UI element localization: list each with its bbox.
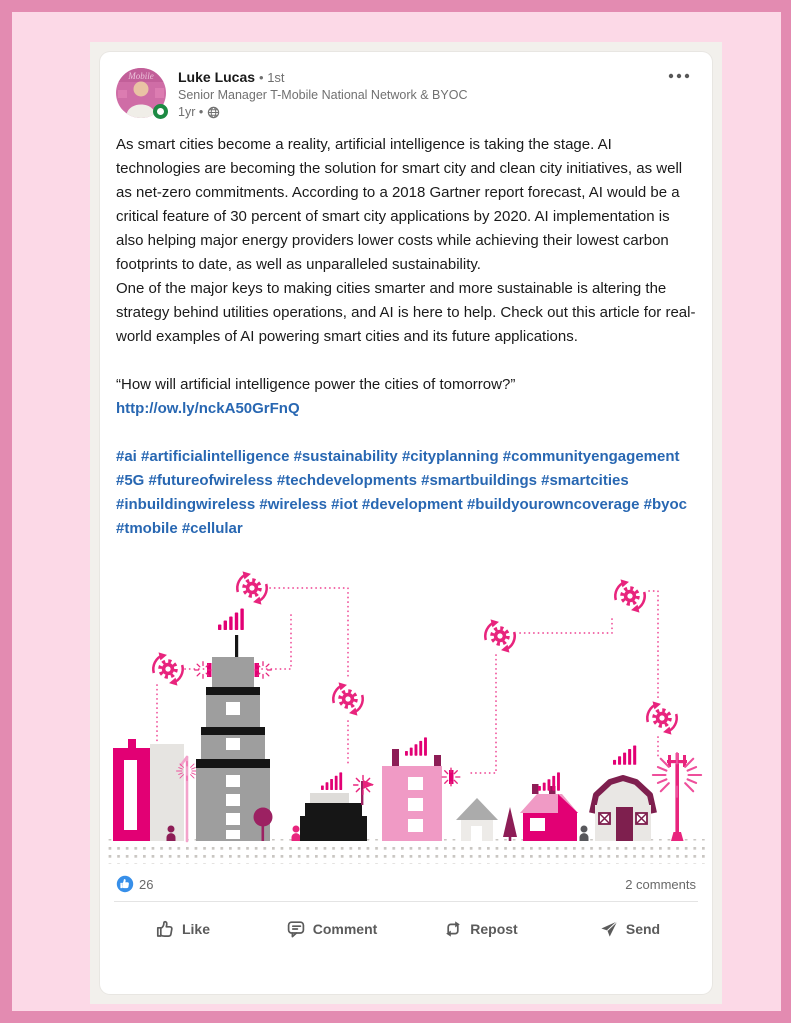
comment-label: Comment — [312, 921, 378, 937]
repost-icon — [443, 919, 463, 939]
send-label: Send — [625, 921, 661, 937]
thumbs-up-icon — [155, 919, 175, 939]
person-figure — [580, 826, 589, 842]
post-options-button[interactable] — [660, 64, 698, 88]
post-paragraph-2: One of the major keys to making cities smarter and more sustainable is altering the strategy behind utilities operations, and AI is here to help. Check out this article for real-world examples of AI powering smart cities and its future applications. — [116, 280, 696, 345]
send-icon — [599, 919, 619, 939]
globe-icon — [207, 106, 220, 119]
post-link[interactable]: http://ow.ly/nckA50GrFnQ — [116, 400, 300, 417]
post-timestamp: 1yr • — [178, 105, 204, 119]
post-body-text — [100, 119, 712, 541]
pine-tree — [503, 807, 517, 841]
reaction-count: 26 — [139, 876, 154, 892]
comment-icon — [286, 919, 306, 939]
social-counts-row — [100, 866, 712, 901]
avatar[interactable] — [116, 68, 166, 118]
pink-building — [382, 737, 460, 841]
card-surround — [90, 42, 722, 1004]
author-headline: Senior Manager T-Mobile National Network & BYOC — [178, 88, 468, 102]
magenta-tower-building — [113, 739, 184, 841]
magenta-house — [520, 772, 578, 841]
author-block — [178, 68, 467, 119]
online-status-badge — [153, 104, 168, 119]
like-reaction-badge-icon — [116, 875, 134, 893]
post-paragraph-1: As smart cities become a reality, artificial intelligence is taking the stage. AI technologies are becoming the solution for smart city and clean city initiatives, as well as net-zero commitments. According to a 2018 Gartner report forecast, AI would be a critical feature of 30 percent of smart city applications by 2020. AI implementation is also helping major energy providers lower costs while achieving their lowest carbon footprints to date, as well as unparalleled sustainability. — [116, 136, 683, 273]
post-header — [100, 52, 712, 119]
smart-city-illustration — [100, 551, 712, 866]
blank-line — [116, 421, 696, 445]
post-hashtags[interactable]: #ai #artificialintelligence #sustainability #cityplanning #communityengagement #5G #futureofwireless #techdevelopments #smartbuildings #smartcities #inbuildingwireless #wireless #iot #development #buildyourowncoverage #byoc #tmobile #cellular — [116, 448, 688, 537]
post-image-smart-city-illustration[interactable] — [100, 551, 712, 866]
reactions-summary[interactable] — [116, 875, 153, 893]
barn — [592, 745, 654, 841]
post-quote: “How will artificial intelligence power the cities of tomorrow?” — [116, 376, 516, 393]
linkedin-post-card — [100, 52, 712, 994]
black-building — [300, 772, 374, 841]
comment-button[interactable] — [257, 906, 406, 952]
send-button[interactable] — [555, 906, 704, 952]
three-dot-menu-icon — [668, 72, 690, 80]
repost-label: Repost — [470, 921, 518, 937]
gray-skyscraper-tower — [195, 609, 272, 842]
post-action-bar — [100, 902, 712, 956]
gray-house — [456, 798, 498, 841]
repost-button[interactable] — [406, 906, 555, 952]
like-label: Like — [181, 921, 210, 937]
blank-line — [116, 349, 696, 373]
comments-count[interactable]: 2 comments — [625, 876, 696, 892]
person-figure — [292, 826, 301, 842]
connection-degree: • 1st — [259, 70, 285, 85]
like-button[interactable] — [108, 906, 257, 952]
author-name[interactable]: Luke Lucas — [178, 69, 256, 85]
cell-tower — [653, 753, 701, 841]
pink-frame — [12, 12, 781, 1011]
svg-text:Mobile: Mobile — [128, 71, 154, 81]
dotted-ground — [103, 843, 709, 864]
